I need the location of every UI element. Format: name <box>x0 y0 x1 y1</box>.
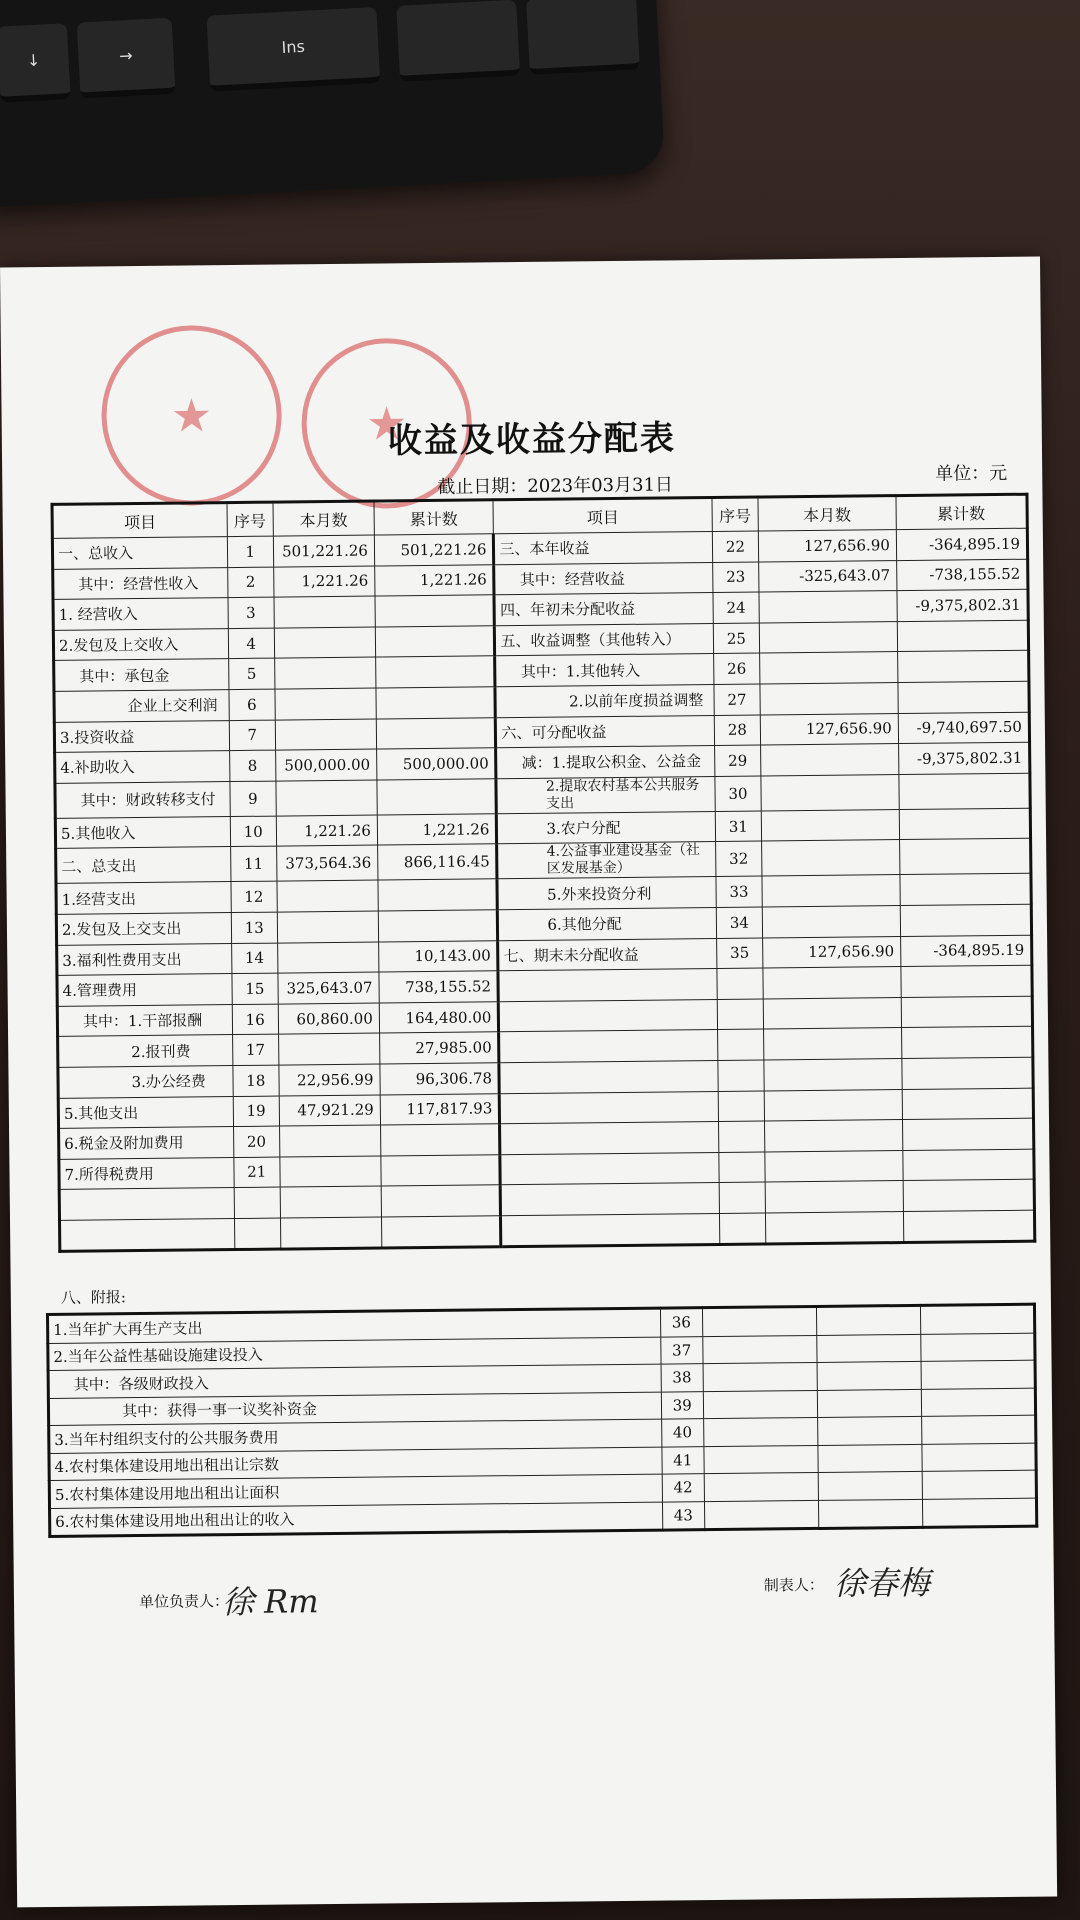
right-seq-cell: 24 <box>713 592 759 623</box>
right-cumulative-cell: -9,375,802.31 <box>898 742 1029 774</box>
star-icon: ★ <box>170 388 213 443</box>
left-item-cell: 7.所得税费用 <box>59 1157 234 1189</box>
right-cumulative-cell <box>903 1149 1034 1181</box>
left-month-cell <box>280 1217 381 1250</box>
right-seq-cell <box>717 968 763 999</box>
appendix-value-cell <box>922 1443 1037 1472</box>
left-month-cell: 325,643.07 <box>278 972 379 1004</box>
unit-head-signature-area <box>139 1590 229 1612</box>
arrow-right-key: → <box>77 18 176 99</box>
left-seq-cell: 2 <box>227 567 273 598</box>
right-cumulative-cell <box>903 1210 1034 1243</box>
appendix-item-cell: 2.当年公益性基础设施建设投入 <box>48 1337 661 1371</box>
appendix-value-cell <box>702 1306 817 1336</box>
left-month-cell: 47,921.29 <box>279 1095 380 1127</box>
right-cumulative-cell <box>897 651 1028 683</box>
appendix-item-cell: 其中：各级财政投入 <box>48 1364 661 1398</box>
appendix-value-cell <box>818 1444 922 1473</box>
appendix-item-cell: 3.当年村组织支付的公共服务费用 <box>49 1419 662 1453</box>
left-seq-cell <box>234 1218 280 1250</box>
right-seq-cell: 26 <box>714 653 760 684</box>
unit-head-handwritten-signature: 徐 Rm <box>221 1582 319 1622</box>
appendix-seq-cell: 37 <box>661 1336 703 1364</box>
right-month-cell <box>762 875 900 907</box>
right-item-cell: 其中：经营收益 <box>494 562 713 595</box>
header-month: 本月数 <box>273 501 375 536</box>
arrow-down-key: ↓ <box>0 23 71 103</box>
appendix-value-cell <box>704 1500 819 1530</box>
right-item-cell <box>500 1122 719 1155</box>
header-cumulative: 累计数 <box>374 500 494 535</box>
right-cumulative-cell <box>901 996 1032 1028</box>
left-item-cell: 其中：承包金 <box>54 659 229 691</box>
left-cumulative-cell <box>377 779 497 815</box>
document-title: 收益及收益分配表 <box>387 418 677 462</box>
right-cumulative-cell: -9,375,802.31 <box>897 589 1028 621</box>
right-cumulative-cell <box>903 1179 1034 1211</box>
appendix-label: 八、附报: <box>60 1288 126 1307</box>
right-cumulative-cell <box>902 1118 1033 1150</box>
right-month-cell <box>764 1120 902 1152</box>
right-item-cell: 4.公益事业建设基金（社区发展基金） <box>497 842 716 879</box>
appendix-value-cell <box>818 1471 922 1500</box>
right-cumulative-cell <box>898 681 1029 713</box>
left-month-cell <box>274 596 375 628</box>
appendix-value-cell <box>703 1390 818 1419</box>
left-seq-cell: 8 <box>229 750 275 781</box>
right-month-cell: 127,656.90 <box>760 713 898 745</box>
right-item-cell <box>499 999 718 1032</box>
left-cumulative-cell: 117,817.93 <box>380 1093 500 1125</box>
right-seq-cell <box>717 999 763 1030</box>
left-seq-cell: 7 <box>229 720 275 751</box>
appendix-value-cell <box>704 1472 819 1501</box>
left-item-cell: 二、总支出 <box>56 847 231 884</box>
left-seq-cell: 17 <box>232 1034 278 1065</box>
header-item: 项目 <box>52 503 227 539</box>
left-cumulative-cell <box>376 656 496 688</box>
left-month-cell <box>275 719 376 751</box>
right-month-cell <box>764 1058 902 1090</box>
keyboard <box>0 0 665 208</box>
left-month-cell: 1,221.26 <box>273 566 374 598</box>
left-month-cell: 501,221.26 <box>273 535 374 567</box>
left-item-cell: 2.报刊费 <box>58 1035 233 1067</box>
appendix-value-cell <box>922 1470 1037 1499</box>
right-month-cell <box>759 621 897 653</box>
left-item-cell: 2.发包及上交支出 <box>56 912 231 944</box>
appendix-value-cell <box>921 1360 1036 1389</box>
left-cumulative-cell: 1,221.26 <box>375 564 495 596</box>
keyboard-key <box>396 0 520 82</box>
right-month-cell <box>763 997 901 1029</box>
right-item-cell <box>500 1152 719 1185</box>
unit-head-label: 单位负责人： <box>138 1592 230 1612</box>
keyboard-key <box>526 0 640 75</box>
left-item-cell: 一、总收入 <box>52 537 227 569</box>
left-seq-cell: 12 <box>231 881 277 912</box>
left-seq-cell: 9 <box>230 781 276 816</box>
header-cumulative: 累计数 <box>896 494 1027 529</box>
right-cumulative-cell <box>897 620 1028 652</box>
right-month-cell <box>763 967 901 999</box>
left-cumulative-cell: 1,221.26 <box>377 814 497 846</box>
appendix-item-cell: 5.农村集体建设用地出租出让面积 <box>49 1474 662 1508</box>
right-item-cell: 3.农户分配 <box>497 811 716 844</box>
right-month-cell <box>765 1150 903 1182</box>
left-cumulative-cell <box>375 595 495 627</box>
appendix-seq-cell: 39 <box>661 1391 703 1419</box>
left-month-cell <box>280 1186 381 1218</box>
left-month-cell <box>275 688 376 720</box>
left-item-cell <box>59 1188 234 1220</box>
right-item-cell: 三、本年收益 <box>494 532 713 565</box>
appendix-value-cell <box>921 1388 1036 1417</box>
appendix-value-cell <box>703 1417 818 1446</box>
right-cumulative-cell <box>901 965 1032 997</box>
right-seq-cell <box>718 1090 764 1121</box>
appendix-seq-cell: 36 <box>660 1308 702 1337</box>
left-item-cell: 5.其他支出 <box>58 1096 233 1128</box>
right-item-cell: 其中：1.其他转入 <box>495 654 714 687</box>
right-month-cell <box>761 840 899 876</box>
left-seq-cell: 16 <box>232 1004 278 1035</box>
right-item-cell: 六、可分配收益 <box>496 715 715 748</box>
right-seq-cell <box>719 1213 765 1245</box>
left-month-cell <box>274 657 375 689</box>
left-cumulative-cell: 501,221.26 <box>374 534 494 566</box>
right-item-cell: 6.其他分配 <box>498 907 717 940</box>
right-cumulative-cell <box>899 773 1030 809</box>
appendix-value-cell <box>922 1498 1037 1528</box>
right-seq-cell: 34 <box>716 907 762 938</box>
star-icon: ★ <box>365 396 408 451</box>
left-month-cell <box>274 627 375 659</box>
left-item-cell: 1.经营支出 <box>56 882 231 914</box>
right-item-cell: 2.以前年度损益调整 <box>495 684 714 717</box>
right-month-cell <box>763 1028 901 1060</box>
left-month-cell: 373,564.36 <box>276 845 378 881</box>
right-month-cell: 127,656.90 <box>762 936 900 968</box>
left-cumulative-cell <box>381 1185 501 1217</box>
left-month-cell <box>277 942 378 974</box>
left-month-cell <box>277 911 378 943</box>
left-item-cell: 其中：经营性收入 <box>53 567 228 599</box>
right-item-cell <box>501 1213 720 1247</box>
left-item-cell: 3.投资收益 <box>54 720 229 752</box>
appendix-seq-cell: 42 <box>662 1474 704 1502</box>
appendix-value-cell <box>703 1362 818 1391</box>
left-item-cell: 6.税金及附加费用 <box>59 1127 234 1159</box>
appendix-value-cell <box>817 1361 921 1390</box>
right-item-cell: 2.提取农村基本公共服务支出 <box>496 776 715 813</box>
right-month-cell <box>761 809 899 841</box>
appendix-value-cell <box>818 1499 922 1529</box>
left-cumulative-cell <box>375 626 495 658</box>
left-seq-cell: 10 <box>230 816 276 847</box>
left-month-cell <box>280 1156 381 1188</box>
left-item-cell <box>60 1218 235 1251</box>
appendix-item-cell: 6.农村集体建设用地出租出让的收入 <box>50 1502 663 1537</box>
left-item-cell: 2.发包及上交收入 <box>53 628 228 660</box>
left-cumulative-cell: 96,306.78 <box>380 1063 500 1095</box>
left-cumulative-cell <box>381 1154 501 1186</box>
header-month: 本月数 <box>758 496 896 531</box>
right-month-cell <box>760 652 898 684</box>
left-month-cell <box>277 880 378 912</box>
right-item-cell: 七、期末未分配收益 <box>498 938 717 971</box>
left-item-cell: 4.管理费用 <box>57 974 232 1006</box>
paper-sheet <box>0 257 1057 1908</box>
left-seq-cell: 4 <box>228 628 274 659</box>
right-cumulative-cell <box>899 839 1030 875</box>
left-month-cell: 500,000.00 <box>275 749 376 781</box>
preparer-handwritten-signature: 徐春梅 <box>833 1563 931 1603</box>
left-seq-cell: 19 <box>233 1096 279 1127</box>
appendix-seq-cell: 41 <box>662 1446 704 1474</box>
appendix-value-cell <box>817 1416 921 1445</box>
preparer-signature-area <box>764 1574 824 1596</box>
right-cumulative-cell <box>901 1026 1032 1058</box>
left-seq-cell: 11 <box>230 846 276 881</box>
right-item-cell <box>500 1091 719 1124</box>
left-cumulative-cell: 500,000.00 <box>377 748 497 780</box>
right-seq-cell: 22 <box>712 531 758 562</box>
left-cumulative-cell <box>381 1216 501 1249</box>
right-cumulative-cell <box>900 874 1031 906</box>
header-item: 项目 <box>493 498 712 534</box>
left-month-cell <box>276 780 378 816</box>
appendix-value-cell <box>817 1334 921 1363</box>
right-item-cell <box>499 1030 718 1063</box>
right-cumulative-cell: -364,895.19 <box>896 528 1027 560</box>
right-item-cell <box>501 1183 720 1216</box>
right-cumulative-cell <box>900 904 1031 936</box>
left-seq-cell: 14 <box>231 943 277 974</box>
left-item-cell: 1. 经营收入 <box>53 598 228 630</box>
appendix-value-cell <box>816 1305 920 1335</box>
right-seq-cell: 25 <box>713 623 759 654</box>
right-item-cell: 五、收益调整（其他转入） <box>495 623 714 656</box>
right-month-cell <box>765 1181 903 1213</box>
appendix-seq-cell: 38 <box>661 1364 703 1392</box>
right-item-cell <box>498 969 717 1002</box>
left-seq-cell <box>234 1187 280 1218</box>
left-seq-cell: 21 <box>234 1157 280 1188</box>
left-month-cell: 22,956.99 <box>279 1064 380 1096</box>
preparer-label: 制表人： <box>763 1575 824 1595</box>
left-cumulative-cell <box>380 1124 500 1156</box>
left-item-cell: 3.办公经费 <box>58 1065 233 1097</box>
right-seq-cell: 23 <box>713 562 759 593</box>
header-seq: 序号 <box>227 502 273 536</box>
left-cumulative-cell: 866,116.45 <box>378 844 498 880</box>
right-cumulative-cell: -364,895.19 <box>900 935 1031 967</box>
cutoff-date: 截止日期：2023年03月31日 <box>437 474 674 498</box>
left-cumulative-cell <box>378 910 498 942</box>
left-item-cell: 3.福利性费用支出 <box>57 943 232 975</box>
left-seq-cell: 3 <box>228 597 274 628</box>
left-seq-cell: 20 <box>233 1126 279 1157</box>
left-month-cell <box>279 1125 380 1157</box>
left-item-cell: 其中：1.干部报酬 <box>57 1004 232 1036</box>
right-item-cell: 四、年初未分配收益 <box>494 593 713 626</box>
left-cumulative-cell <box>376 717 496 749</box>
right-item-cell: 5.外来投资分利 <box>497 877 716 910</box>
left-cumulative-cell <box>376 687 496 719</box>
left-seq-cell: 13 <box>231 912 277 943</box>
right-cumulative-cell <box>902 1057 1033 1089</box>
left-month-cell: 1,221.26 <box>276 815 377 847</box>
right-seq-cell: 31 <box>715 811 761 842</box>
right-seq-cell <box>719 1182 765 1213</box>
left-cumulative-cell: 164,480.00 <box>379 1001 499 1033</box>
right-month-cell <box>760 683 898 715</box>
insert-key: Ins <box>206 7 380 92</box>
left-cumulative-cell: 27,985.00 <box>379 1032 499 1064</box>
left-cumulative-cell <box>378 879 498 911</box>
right-item-cell: 减：1.提取公积金、公益金 <box>496 746 715 779</box>
right-seq-cell <box>718 1121 764 1152</box>
left-item-cell: 5.其他收入 <box>55 816 230 848</box>
left-cumulative-cell: 10,143.00 <box>379 940 499 972</box>
right-seq-cell: 30 <box>715 776 761 811</box>
right-seq-cell <box>718 1060 764 1091</box>
right-seq-cell <box>717 1029 763 1060</box>
right-cumulative-cell: -9,740,697.50 <box>898 712 1029 744</box>
right-month-cell <box>765 1211 903 1244</box>
right-seq-cell: 27 <box>714 684 760 715</box>
right-seq-cell <box>719 1152 765 1183</box>
left-cumulative-cell: 738,155.52 <box>379 971 499 1003</box>
right-cumulative-cell <box>899 808 1030 840</box>
appendix-value-cell <box>703 1445 818 1474</box>
left-seq-cell: 18 <box>233 1065 279 1096</box>
right-month-cell <box>761 774 899 810</box>
left-item-cell: 企业上交利润 <box>54 690 229 722</box>
header-seq: 序号 <box>712 497 758 531</box>
left-seq-cell: 6 <box>229 689 275 720</box>
right-cumulative-cell <box>902 1088 1033 1120</box>
appendix-table <box>46 1303 1038 1538</box>
right-seq-cell: 32 <box>716 841 762 876</box>
left-month-cell: 60,860.00 <box>278 1003 379 1035</box>
right-month-cell: -325,643.07 <box>759 560 897 592</box>
income-distribution-table <box>50 493 1036 1254</box>
right-month-cell <box>759 591 897 623</box>
left-month-cell <box>278 1033 379 1065</box>
appendix-value-cell <box>920 1333 1035 1362</box>
left-seq-cell: 5 <box>228 658 274 689</box>
appendix-seq-cell: 43 <box>662 1501 704 1530</box>
right-month-cell: 127,656.90 <box>758 530 896 562</box>
right-seq-cell: 28 <box>714 715 760 746</box>
appendix-seq-cell: 40 <box>662 1419 704 1447</box>
appendix-value-cell <box>702 1335 817 1364</box>
left-seq-cell: 1 <box>227 536 273 567</box>
right-seq-cell: 29 <box>714 745 760 776</box>
appendix-item-cell: 1.当年扩大再生产支出 <box>47 1308 660 1343</box>
right-month-cell <box>762 905 900 937</box>
appendix-item-cell: 4.农村集体建设用地出租出让宗数 <box>49 1447 662 1481</box>
right-cumulative-cell: -738,155.52 <box>897 559 1028 591</box>
appendix-value-cell <box>920 1304 1035 1334</box>
right-item-cell <box>499 1060 718 1093</box>
right-month-cell <box>764 1089 902 1121</box>
appendix-value-cell <box>921 1415 1036 1444</box>
right-seq-cell: 35 <box>717 938 763 969</box>
right-month-cell <box>760 744 898 776</box>
left-seq-cell: 15 <box>232 973 278 1004</box>
right-seq-cell: 33 <box>716 876 762 907</box>
appendix-item-cell: 其中：获得一事一议奖补资金 <box>48 1392 661 1426</box>
currency-unit: 单位：元 <box>935 462 1008 485</box>
left-item-cell: 4.补助收入 <box>55 751 230 783</box>
left-item-cell: 其中：财政转移支付 <box>55 781 230 818</box>
appendix-value-cell <box>817 1389 921 1418</box>
